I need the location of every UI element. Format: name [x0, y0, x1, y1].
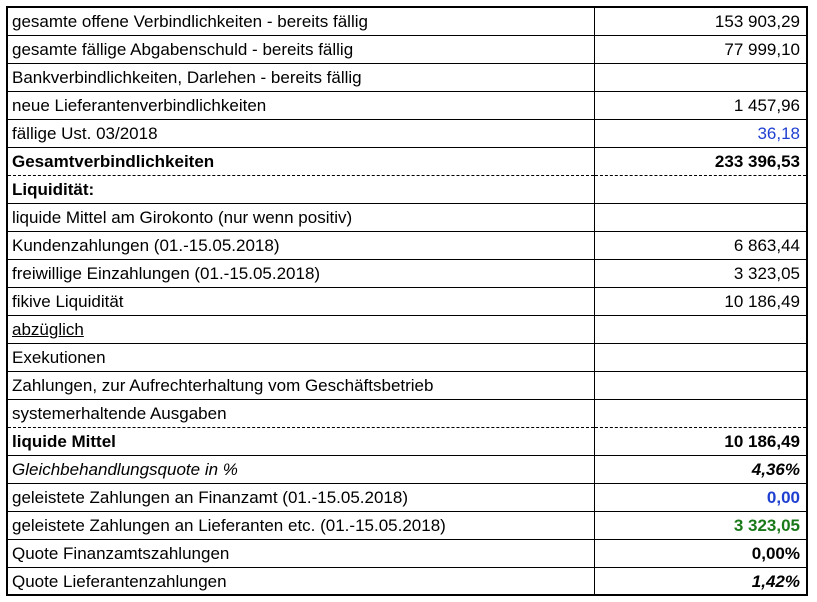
- row-label: geleistete Zahlungen an Finanzamt (01.-15.05.2018): [8, 484, 594, 512]
- table-row-quota-tax-office: [8, 540, 806, 568]
- table-row-system-expenses: [8, 400, 806, 428]
- liquidity-table-sheet: [6, 6, 808, 596]
- row-value: 1,42%: [751, 572, 800, 591]
- row-label: [8, 316, 594, 344]
- row-value: [594, 400, 806, 428]
- table-row-total-liabilities: [8, 148, 806, 176]
- row-label: Gesamtverbindlichkeiten: [8, 148, 594, 176]
- table-row-open-liabilities: [8, 8, 806, 36]
- row-value: 77 999,10: [594, 36, 806, 64]
- row-label: gesamte fällige Abgabenschuld - bereits fällig: [8, 36, 594, 64]
- row-label: neue Lieferantenverbindlichkeiten: [8, 92, 594, 120]
- row-label: freiwillige Einzahlungen (01.-15.05.2018): [8, 260, 594, 288]
- table-row-payments-suppliers: [8, 512, 806, 540]
- row-value: [594, 204, 806, 232]
- row-value: 6 863,44: [594, 232, 806, 260]
- row-value: 153 903,29: [594, 8, 806, 36]
- row-label: fällige Ust. 03/2018: [8, 120, 594, 148]
- row-value: [594, 372, 806, 400]
- underlined-label: abzüglich: [12, 320, 84, 339]
- row-value: 0,00%: [594, 540, 806, 568]
- table-row-quota-suppliers: [8, 568, 806, 596]
- row-label: Gleichbehandlungsquote in %: [8, 456, 594, 484]
- row-label: Zahlungen, zur Aufrechterhaltung vom Geschäftsbetrieb: [8, 372, 594, 400]
- row-value: 3 323,05: [594, 512, 806, 540]
- row-value: 1 457,96: [594, 92, 806, 120]
- row-value: 4,36%: [594, 456, 806, 484]
- row-label: liquide Mittel am Girokonto (nur wenn positiv): [8, 204, 594, 232]
- table-row-liquid-funds-giro: [8, 204, 806, 232]
- table-row-bank-liabilities: [8, 64, 806, 92]
- row-label: Exekutionen: [8, 344, 594, 372]
- liquidity-table: [8, 8, 806, 595]
- table-row-liquid-funds: [8, 428, 806, 456]
- row-label: liquide Mittel: [8, 428, 594, 456]
- row-label: Bankverbindlichkeiten, Darlehen - bereits fällig: [8, 64, 594, 92]
- row-value: 10 186,49: [594, 288, 806, 316]
- row-label: fikive Liquidität: [8, 288, 594, 316]
- row-label: Quote Lieferantenzahlungen: [8, 568, 594, 596]
- row-value: 0,00: [594, 484, 806, 512]
- row-value: 3 323,05: [594, 260, 806, 288]
- table-row-new-supplier-liabilities: [8, 92, 806, 120]
- table-row-vat-due: [8, 120, 806, 148]
- row-value: 36,18: [594, 120, 806, 148]
- row-value: [594, 316, 806, 344]
- row-label: Kundenzahlungen (01.-15.05.2018): [8, 232, 594, 260]
- row-value: [594, 64, 806, 92]
- row-label: Quote Finanzamtszahlungen: [8, 540, 594, 568]
- row-value: 233 396,53: [594, 148, 806, 176]
- table-row-payments-tax-office: [8, 484, 806, 512]
- table-row-deductions-heading: [8, 316, 806, 344]
- row-value: [594, 176, 806, 204]
- table-row-liquidity-heading: [8, 176, 806, 204]
- table-row-tax-debt: [8, 36, 806, 64]
- row-label: systemerhaltende Ausgaben: [8, 400, 594, 428]
- row-label: gesamte offene Verbindlichkeiten - bereits fällig: [8, 8, 594, 36]
- row-label: Liquidität:: [8, 176, 594, 204]
- table-row-fictive-liquidity: [8, 288, 806, 316]
- table-row-equal-treatment-quota: [8, 456, 806, 484]
- table-row-executions: [8, 344, 806, 372]
- table-row-voluntary-deposits: [8, 260, 806, 288]
- row-label: geleistete Zahlungen an Lieferanten etc. (01.-15.05.2018): [8, 512, 594, 540]
- table-row-business-maintenance-payments: [8, 372, 806, 400]
- row-value: [594, 344, 806, 372]
- table-row-customer-payments: [8, 232, 806, 260]
- row-value: 10 186,49: [594, 428, 806, 456]
